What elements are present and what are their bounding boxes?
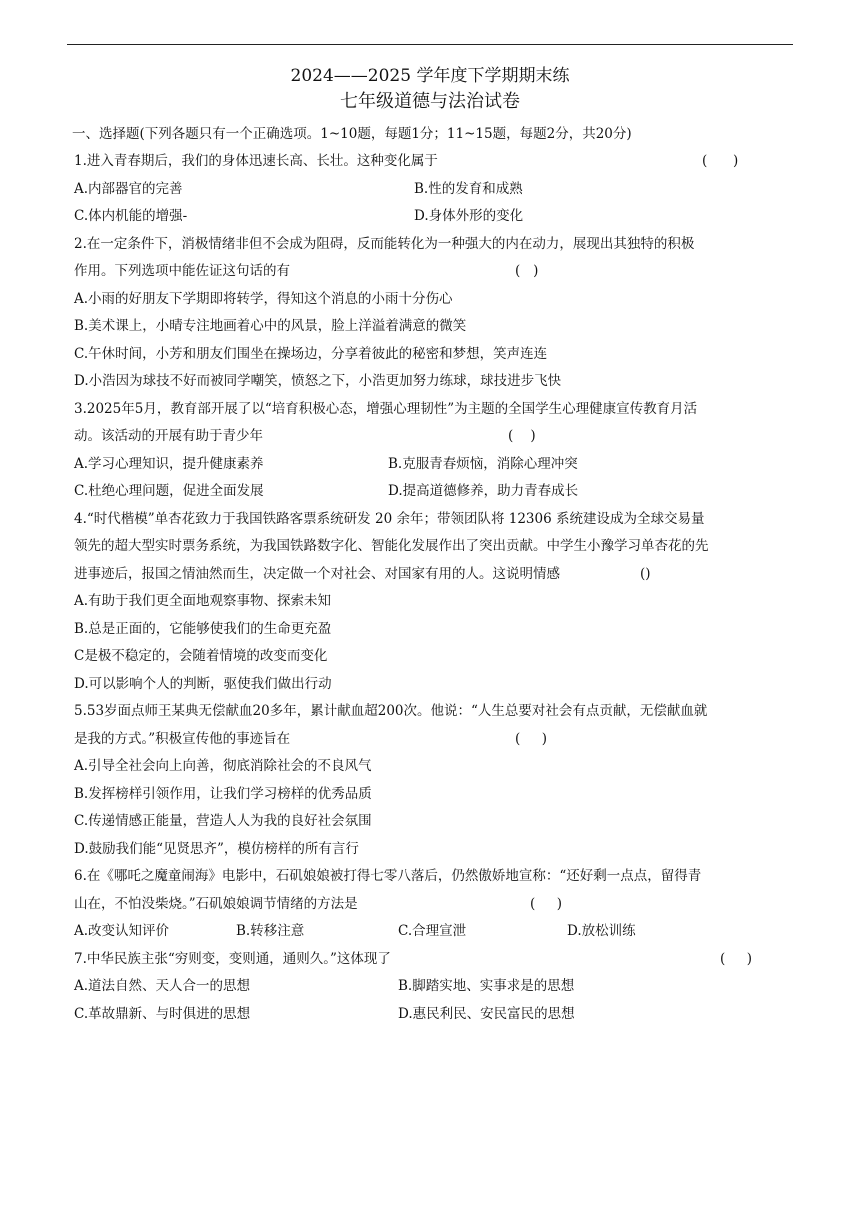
q5-option-a: A.引导全社会向上向善，彻底消除社会的不良风气 [74,758,372,774]
q2-option-d: D.小浩因为球技不好而被同学嘲笑，愤怒之下，小浩更加努力练球，球技进步飞快 [74,373,562,389]
q6-stem-line1: 6.在《哪吒之魔童闹海》电影中，石矶娘娘被打得七零八落后，仍然傲娇地宣称：“还好剩一点点，留得青 [74,868,702,884]
q5-option-d: D.鼓励我们能“见贤思齐”，模仿榜样的所有言行 [74,841,359,857]
q6-option-b: B.转移注意 [236,923,305,939]
q3-stem-line1: 3.2025年5月，教育部开展了以“培育积极心态，增强心理韧性”为主题的全国学生心理健康宣传教育月活 [74,401,698,417]
q5-stem-line1: 5.53岁面点师王某典无偿献血20多年，累计献血超200次。他说：“人生总要对社会有点贡献，无偿献血就 [74,703,708,719]
q7-option-b: B.脚踏实地、实事求是的思想 [398,978,575,994]
q4-option-d: D.可以影响个人的判断，驱使我们做出行动 [74,676,332,692]
q5-option-b: B.发挥榜样引领作用，让我们学习榜样的优秀品质 [74,786,372,802]
q4-answer-paren[interactable]: () [640,566,651,582]
q2-stem-line2: 作用。下列选项中能佐证这句话的有 [74,263,290,279]
q2-answer-paren[interactable]: ( ) [515,263,539,279]
exam-title-line1: 2024——2025 学年度下学期期末练 [290,66,570,86]
q2-option-c: C.午休时间，小芳和朋友们围坐在操场边，分享着彼此的秘密和梦想，笑声连连 [74,346,548,362]
q7-answer-paren[interactable]: ( ) [720,951,752,967]
q3-stem-line2: 动。该活动的开展有助于青少年 [74,428,263,444]
q3-answer-paren[interactable]: ( ) [508,428,536,444]
q4-option-a: A.有助于我们更全面地观察事物、探索未知 [74,593,332,609]
q1-option-c: C.体内机能的增强- [74,208,188,224]
q4-option-c: C是极不稳定的，会随着情境的改变而变化 [74,648,328,664]
q2-stem-line1: 2.在一定条件下，消极情绪非但不会成为阻碍，反而能转化为一种强大的内在动力，展现出其独特的积极 [74,236,695,252]
q2-option-b: B.美术课上，小晴专注地画着心中的风景，脸上洋溢着满意的微笑 [74,318,467,334]
q7-option-a: A.道法自然、天人合一的思想 [74,978,251,994]
q7-option-c: C.革故鼎新、与时俱进的思想 [74,1006,251,1022]
q5-answer-paren[interactable]: ( ) [515,731,547,747]
q1-option-a: A.内部器官的完善 [74,181,183,197]
q6-option-d: D.放松训练 [567,923,636,939]
header-rule [67,44,793,45]
q4-option-b: B.总是正面的，它能够使我们的生命更充盈 [74,621,332,637]
q4-stem-line3: 进事迹后，报国之情油然而生，决定做一个对社会、对国家有用的人。这说明情感 [74,566,560,582]
q7-option-d: D.惠民利民、安民富民的思想 [398,1006,575,1022]
q3-option-b: B.克服青春烦恼，消除心理冲突 [388,456,578,472]
q3-option-d: D.提高道德修养，助力青春成长 [388,483,579,499]
exam-title-line2: 七年级道德与法治试卷 [340,91,520,112]
q5-option-c: C.传递情感正能量，营造人人为我的良好社会氛围 [74,813,372,829]
q6-option-c: C.合理宣泄 [398,923,467,939]
q2-option-a: A.小雨的好朋友下学期即将转学，得知这个消息的小雨十分伤心 [74,291,453,307]
q6-option-a: A.改变认知评价 [74,923,170,939]
q4-stem-line1: 4.“时代楷模”单杏花致力于我国铁路客票系统研发 20 余年；带领团队将 12306 系统建设成为全球交易量 [74,511,705,527]
q7-stem: 7.中华民族主张“穷则变，变则通，通则久。”这体现了 [74,951,391,967]
q6-answer-paren[interactable]: ( ) [530,896,562,912]
q3-option-c: C.杜绝心理问题，促进全面发展 [74,483,264,499]
q6-stem-line2: 山在，不怕没柴烧。”石矶娘娘调节情绪的方法是 [74,896,358,912]
q1-answer-paren[interactable]: ( ) [702,153,739,169]
q1-option-b: B.性的发育和成熟 [414,181,523,197]
q3-option-a: A.学习心理知识，提升健康素养 [74,456,264,472]
section-heading: 一、选择题(下列各题只有一个正确选项。1~10题，每题1分；11~15题，每题2分，共20分) [72,126,632,142]
q1-stem: 1.进入青春期后，我们的身体迅速长高、长壮。这种变化属于 [74,153,438,169]
q4-stem-line2: 领先的超大型实时票务系统，为我国铁路数字化、智能化发展作出了突出贡献。中学生小豫学习单杏花的先 [74,538,709,554]
q5-stem-line2: 是我的方式。”积极宣传他的事迹旨在 [74,731,291,747]
q1-option-d: D.身体外形的变化 [414,208,524,224]
